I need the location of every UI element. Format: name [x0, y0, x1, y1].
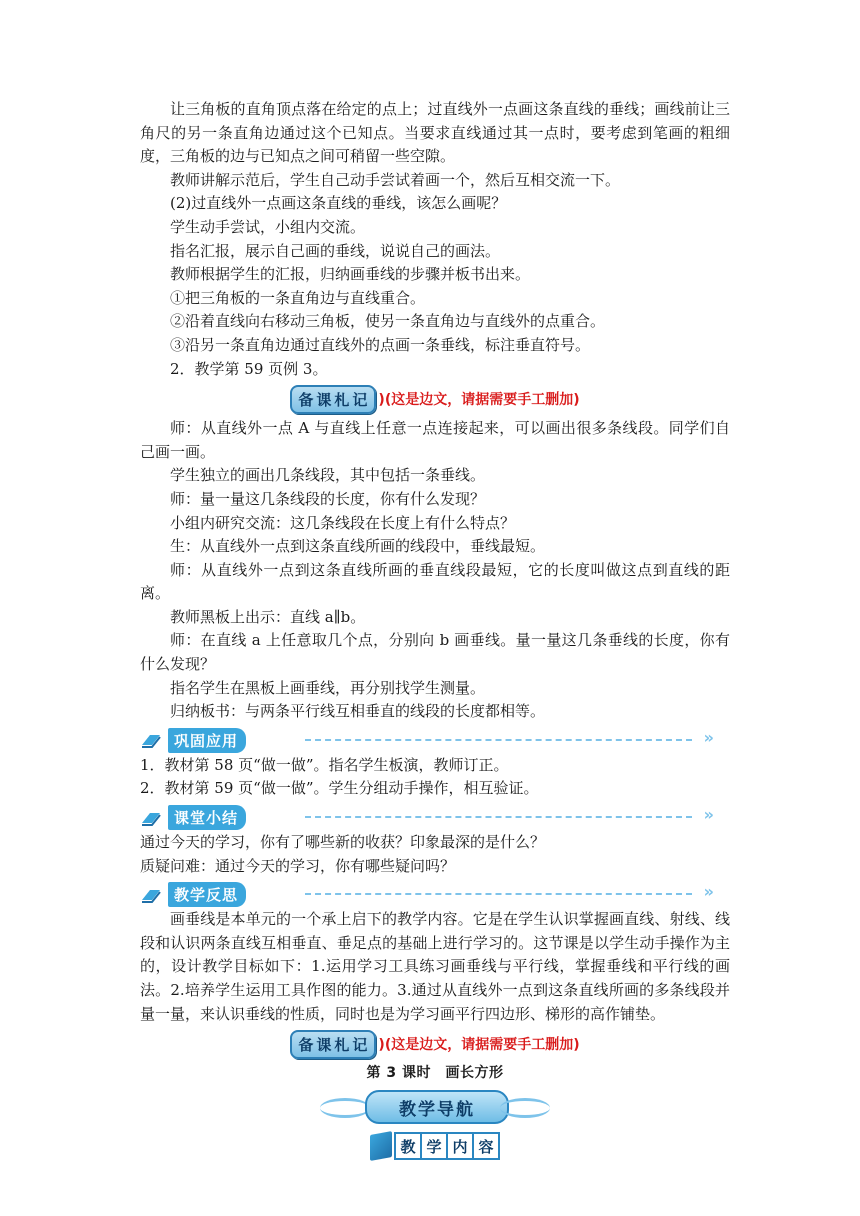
- note-stamp-char: 记: [352, 1035, 369, 1054]
- note-ribbon: [140, 385, 730, 413]
- paragraph: 学生独立的画出几条线段，其中包括一条垂线。: [170, 466, 486, 485]
- paragraph: 生：从直线外一点到这条直线所画的线段中，垂线最短。: [170, 537, 546, 556]
- note-stamp-char: 札: [334, 1035, 351, 1054]
- paragraph: 让三角板的直角顶点落在给定的点上；过直线外一点画这条直线的垂线；画线前让三角尺的另一条直角边通过这个已知点。当要求直线通过其一点时，要考虑到笔画的粗细度，三角板的边与已知点之间可稍留一些空隙。: [140, 100, 730, 166]
- paragraph: 学生动手尝试，小组内交流。: [170, 217, 366, 236]
- teaching-navigation-banner: [140, 1088, 730, 1122]
- paragraph: 指名汇报，展示自己画的垂线，说说自己的画法。: [170, 241, 501, 260]
- paragraph: 1．教材第 58 页“做一做”。指名学生板演，教师订正。: [140, 755, 509, 774]
- book-icon: [370, 1131, 392, 1161]
- paragraph: 指名学生在黑板上画垂线，再分别找学生测量。: [170, 678, 486, 697]
- dashed-divider: [305, 739, 692, 741]
- section-label: 课堂小结: [168, 805, 246, 830]
- paragraph: 师：在直线 a 上任意取几个点，分别向 b 画垂线。量一量这几条垂线的长度，你有什么发现？: [140, 631, 730, 674]
- note-stamp-char: 记: [352, 390, 369, 409]
- paragraph: ①把三角板的一条直角边与直线重合。: [170, 288, 426, 307]
- section-label: 巩固应用: [168, 728, 246, 753]
- paragraph: 教师黑板上出示：直线 a∥b。: [170, 607, 366, 626]
- note-stamp-char: 课: [316, 1035, 333, 1054]
- section-label: 教学反思: [168, 882, 246, 907]
- double-chevron-icon: »: [703, 727, 714, 747]
- note-stamp-char: 札: [334, 390, 351, 409]
- paragraph: 师：从直线外一点 A 与直线上任意一点连接起来，可以画出很多条线段。同学们自己画一画。: [140, 419, 730, 461]
- note-stamp-char: 备: [298, 390, 315, 409]
- dashed-divider: [305, 816, 692, 818]
- book-icon: [140, 809, 162, 827]
- double-chevron-icon: »: [703, 805, 714, 825]
- wing-ornament: [500, 1098, 550, 1118]
- content-char: 容: [472, 1132, 500, 1160]
- note-stamp: [290, 385, 376, 414]
- content-char: 教: [394, 1132, 422, 1160]
- paragraph: 教师根据学生的汇报，归纳画垂线的步骤并板书出来。: [170, 265, 531, 284]
- paragraph: 质疑问难：通过今天的学习，你有哪些疑问吗？: [140, 856, 456, 875]
- double-chevron-icon: »: [703, 882, 714, 902]
- paragraph: 2．教材第 59 页“做一做”。学生分组动手操作，相互验证。: [140, 779, 539, 798]
- content-char: 内: [446, 1132, 474, 1160]
- paragraph: 归纳板书：与两条平行线互相垂直的线段的长度都相等。: [170, 702, 546, 721]
- note-ribbon: [140, 1030, 730, 1058]
- paragraph: ②沿着直线向右移动三角板，使另一条直角边与直线外的点重合。: [170, 312, 606, 331]
- note-hint: )(这是边文，请据需要手工删加): [378, 1037, 580, 1054]
- section-header-reflection: [140, 880, 730, 906]
- note-stamp-char: 备: [298, 1035, 315, 1054]
- lesson-title: 第 3 课时 画长方形: [366, 1065, 504, 1082]
- dashed-divider: [305, 893, 692, 895]
- teaching-content-header: [140, 1132, 730, 1160]
- book-icon: [140, 731, 162, 749]
- content-char: 学: [420, 1132, 448, 1160]
- paragraph: 画垂线是本单元的一个承上启下的教学内容。它是在学生认识掌握画直线、射线、线段和认识两条直线互相垂直、垂足点的基础上进行学习的。这节课是以学生动手操作为主的，设计教学目标如下：1.运用学习工具练习画垂线与平行线，掌握垂线和平行线的画法。2.培养学生运用工具作图的能力。3.通过从直线外一点到这条直线所画的多条线段并量一量，来认识垂线的性质，同时也是为学习画平行四边形、梯形的高作铺垫。: [140, 910, 730, 1023]
- paragraph: 教师讲解示范后，学生自己动手尝试着画一个，然后互相交流一下。: [170, 170, 621, 189]
- paragraph: ③沿另一条直角边通过直线外的点画一条垂线，标注垂直符号。: [170, 335, 591, 354]
- wing-ornament: [320, 1098, 370, 1118]
- section-header-consolidation: [140, 726, 730, 752]
- section-header-summary: [140, 803, 730, 829]
- paragraph: 师：从直线外一点到这条直线所画的垂直线段最短，它的长度叫做这点到直线的距离。: [140, 560, 730, 603]
- nav-label: 教学导航: [399, 1099, 475, 1120]
- paragraph: 小组内研究交流：这几条线段在长度上有什么特点？: [170, 513, 516, 532]
- note-hint: )(这是边文，请据需要手工删加): [378, 392, 580, 409]
- note-stamp-char: 课: [316, 390, 333, 409]
- page-content: [140, 98, 730, 1160]
- paragraph: (2)过直线外一点画这条直线的垂线，该怎么画呢？: [170, 194, 507, 213]
- note-stamp: [290, 1030, 376, 1059]
- paragraph: 师：量一量这几条线段的长度，你有什么发现？: [170, 489, 486, 508]
- paragraph: 通过今天的学习，你有了哪些新的收获？印象最深的是什么？: [140, 833, 546, 852]
- book-icon: [140, 886, 162, 904]
- paragraph: 2．教学第 59 页例 3。: [170, 359, 328, 378]
